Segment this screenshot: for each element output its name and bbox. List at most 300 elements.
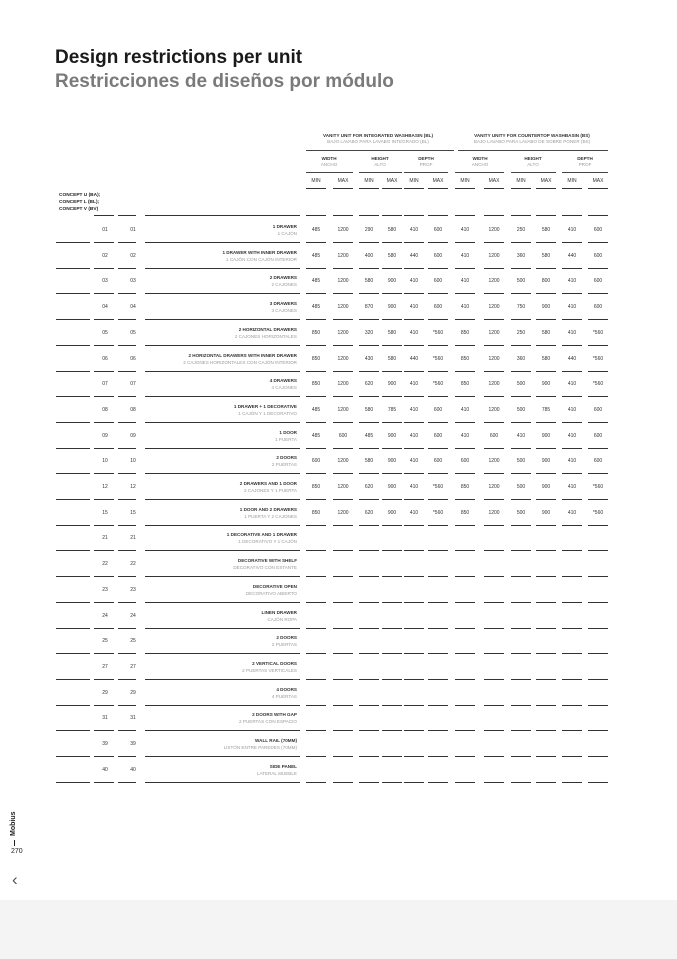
unit-name-en: 1 DOOR AND 2 DRAWERS (239, 507, 297, 512)
code-primary: 21 (102, 535, 108, 541)
code-secondary: 21 (130, 535, 136, 541)
row-rule (428, 653, 448, 654)
row-rule (56, 653, 90, 654)
row-rule (333, 653, 353, 654)
row-rule (562, 782, 582, 783)
row-rule (484, 396, 504, 397)
table-row (0, 681, 677, 707)
value-cell: 900 (387, 458, 397, 464)
dimension-rule (306, 172, 353, 173)
value-cell: 410 (460, 407, 470, 413)
row-rule (404, 242, 424, 243)
table-row (0, 295, 677, 321)
code-secondary: 07 (130, 381, 136, 387)
row-rule (145, 422, 300, 423)
value-cell: 600 (311, 458, 321, 464)
value-cell: 410 (567, 381, 577, 387)
value-cell: 410 (409, 458, 419, 464)
code-secondary: 05 (130, 330, 136, 336)
header-rule (562, 188, 582, 189)
row-rule (94, 473, 114, 474)
value-cell: 410 (409, 381, 419, 387)
row-rule (145, 242, 300, 243)
value-cell: 410 (409, 278, 419, 284)
row-rule (118, 293, 136, 294)
value-cell: 1200 (337, 304, 349, 310)
unit-name-es: 4 PUERTAS (271, 694, 297, 699)
unit-name-en: 1 DRAWER (272, 224, 297, 229)
row-rule (145, 576, 300, 577)
value-cell: 410 (460, 433, 470, 439)
row-rule (511, 602, 531, 603)
value-cell: 410 (567, 304, 577, 310)
minmax-header: MAX (337, 178, 349, 184)
row-rule (56, 396, 90, 397)
unit-name-en: 2 HORIZONTAL DRAWERS (238, 327, 297, 332)
code-primary: 12 (102, 484, 108, 490)
value-cell: 850 (311, 330, 321, 336)
page-number: 270 (11, 848, 23, 855)
row-rule (94, 396, 114, 397)
value-cell: 900 (387, 278, 397, 284)
value-cell: 410 (460, 304, 470, 310)
group-header (457, 133, 607, 145)
unit-name-en: 3 DRAWERS (269, 301, 297, 306)
value-header-rule (511, 215, 531, 216)
row-rule (428, 319, 448, 320)
row-rule (511, 550, 531, 551)
value-header-rule (404, 215, 424, 216)
value-cell: 800 (541, 278, 551, 284)
row-rule (562, 473, 582, 474)
table-row (0, 732, 677, 758)
divider (14, 840, 15, 846)
value-cell: 850 (311, 356, 321, 362)
row-rule (404, 653, 424, 654)
row-rule (455, 679, 475, 680)
row-rule (455, 473, 475, 474)
value-cell: 850 (460, 510, 470, 516)
value-cell: 580 (364, 407, 374, 413)
row-rule (333, 319, 353, 320)
value-cell: 600 (593, 227, 603, 233)
dimension-header (565, 156, 605, 168)
value-cell: 440 (409, 253, 419, 259)
row-rule (56, 319, 90, 320)
code-primary: 03 (102, 278, 108, 284)
value-cell: 580 (541, 227, 551, 233)
code-primary: 01 (102, 227, 108, 233)
row-rule (404, 602, 424, 603)
value-cell: 1200 (488, 278, 500, 284)
value-cell: 1200 (337, 330, 349, 336)
row-rule (382, 473, 402, 474)
row-rule (382, 293, 402, 294)
dimension-header (360, 156, 400, 168)
row-rule (306, 679, 326, 680)
row-rule (359, 293, 379, 294)
value-cell: 850 (460, 356, 470, 362)
value-cell: *560 (592, 330, 604, 336)
row-rule (536, 422, 556, 423)
header-rule (428, 188, 448, 189)
row-rule (536, 319, 556, 320)
row-rule (511, 576, 531, 577)
row-rule (382, 653, 402, 654)
row-rule (484, 319, 504, 320)
row-rule (428, 782, 448, 783)
table-row (0, 449, 677, 475)
minmax-header: MIN (311, 178, 321, 184)
row-rule (511, 653, 531, 654)
value-cell: 785 (541, 407, 551, 413)
unit-name-es: 2 PUERTAS CON ESPACIO (239, 719, 297, 724)
row-rule (145, 319, 300, 320)
row-rule (306, 293, 326, 294)
row-rule (588, 396, 608, 397)
row-rule (382, 422, 402, 423)
code-primary: 25 (102, 638, 108, 644)
value-header-rule (306, 215, 326, 216)
row-rule (511, 730, 531, 731)
table-row (0, 526, 677, 552)
row-rule (404, 473, 424, 474)
row-rule (455, 782, 475, 783)
code-primary: 31 (102, 715, 108, 721)
value-cell: 600 (460, 458, 470, 464)
desc-header-rule (145, 215, 300, 216)
group-header (303, 133, 453, 145)
unit-description (227, 531, 297, 545)
group-rule (458, 150, 608, 151)
value-cell: 485 (311, 227, 321, 233)
row-rule (306, 422, 326, 423)
row-rule (94, 422, 114, 423)
unit-name-en: 2 HORIZONTAL DRAWERS WITH INNER DRAWER (188, 353, 297, 358)
value-cell: 410 (409, 304, 419, 310)
row-rule (359, 576, 379, 577)
row-rule (333, 499, 353, 500)
value-cell: 410 (567, 458, 577, 464)
unit-name-es: 2 CAJONES HORIZONTALES (234, 334, 297, 339)
unit-name-es: 2 PUERTAS (271, 642, 297, 647)
row-rule (94, 242, 114, 243)
row-rule (404, 319, 424, 320)
table-row (0, 758, 677, 784)
header-rule (588, 188, 608, 189)
row-rule (511, 345, 531, 346)
row-rule (145, 602, 300, 603)
unit-name-en: 2 DOORS (276, 635, 297, 640)
unit-name-es: 1 CAJÓN Y 1 DECORATIVO (238, 411, 297, 416)
table-row (0, 347, 677, 373)
value-cell: 900 (541, 381, 551, 387)
value-cell: 500 (516, 407, 526, 413)
code-primary: 40 (102, 767, 108, 773)
row-rule (428, 730, 448, 731)
row-rule (118, 242, 136, 243)
row-rule (145, 499, 300, 500)
value-cell: 580 (541, 356, 551, 362)
row-rule (428, 422, 448, 423)
value-header-rule (562, 215, 582, 216)
row-rule (333, 550, 353, 551)
dimension-header-en: HEIGHT (524, 156, 542, 161)
unit-name-es: 1 PUERTA Y 2 CAJONES (244, 514, 297, 519)
row-rule (145, 756, 300, 757)
row-rule (359, 550, 379, 551)
unit-name-en: LINEN DRAWER (261, 610, 297, 615)
value-cell: 580 (541, 253, 551, 259)
value-cell: *560 (592, 356, 604, 362)
row-rule (484, 345, 504, 346)
row-rule (562, 653, 582, 654)
row-rule (511, 473, 531, 474)
row-rule (306, 730, 326, 731)
header-rule (536, 188, 556, 189)
value-cell: 1200 (488, 253, 500, 259)
row-rule (588, 319, 608, 320)
row-rule (56, 242, 90, 243)
concept-label (59, 192, 100, 213)
row-rule (56, 550, 90, 551)
value-cell: 410 (409, 227, 419, 233)
value-cell: *560 (432, 484, 444, 490)
row-rule (359, 242, 379, 243)
row-rule (536, 473, 556, 474)
unit-name-es: 2 CAJONES (271, 282, 297, 287)
row-rule (333, 730, 353, 731)
value-cell: 440 (567, 356, 577, 362)
minmax-header: MAX (432, 178, 444, 184)
dimension-rule (511, 172, 556, 173)
code-secondary: 09 (130, 433, 136, 439)
row-rule (511, 422, 531, 423)
row-rule (428, 293, 448, 294)
row-rule (562, 550, 582, 551)
row-rule (359, 499, 379, 500)
value-cell: 410 (516, 433, 526, 439)
value-cell: 600 (593, 407, 603, 413)
row-rule (118, 730, 136, 731)
unit-name-en: 2 DOORS WITH GAP (252, 712, 297, 717)
value-cell: *560 (592, 484, 604, 490)
row-rule (562, 756, 582, 757)
row-rule (145, 473, 300, 474)
unit-name-en: 4 DOORS (276, 687, 297, 692)
row-rule (455, 319, 475, 320)
code-primary: 08 (102, 407, 108, 413)
value-cell: 600 (433, 407, 443, 413)
row-rule (404, 679, 424, 680)
row-rule (306, 602, 326, 603)
value-cell: 600 (338, 433, 348, 439)
row-rule (145, 396, 300, 397)
value-cell: 320 (364, 330, 374, 336)
row-rule (428, 473, 448, 474)
row-rule (56, 499, 90, 500)
row-rule (118, 782, 136, 783)
minmax-header: MAX (592, 178, 604, 184)
value-cell: 620 (364, 484, 374, 490)
unit-name-en: 1 DOOR (279, 430, 297, 435)
row-rule (118, 473, 136, 474)
row-rule (118, 422, 136, 423)
value-header-rule (333, 215, 353, 216)
row-rule (484, 576, 504, 577)
code-secondary: 24 (130, 613, 136, 619)
row-rule (428, 345, 448, 346)
value-cell: 485 (364, 433, 374, 439)
row-rule (382, 396, 402, 397)
row-rule (428, 576, 448, 577)
chevron-left-icon[interactable]: ‹ (12, 870, 18, 889)
row-rule (404, 550, 424, 551)
value-cell: 600 (433, 278, 443, 284)
row-rule (382, 550, 402, 551)
row-rule (306, 653, 326, 654)
row-rule (562, 730, 582, 731)
row-rule (306, 550, 326, 551)
unit-name-es: 2 PUERTAS VERTICALES (242, 668, 297, 673)
unit-description (242, 660, 297, 674)
row-rule (588, 576, 608, 577)
unit-name-en: 1 DRAWER WITH INNER DRAWER (222, 250, 297, 255)
unit-name-es: LATERAL MUEBLE (256, 771, 297, 776)
table-row (0, 475, 677, 501)
unit-name-en: 2 DRAWERS (269, 275, 297, 280)
row-rule (588, 602, 608, 603)
row-rule (404, 396, 424, 397)
row-rule (455, 345, 475, 346)
row-rule (333, 473, 353, 474)
row-rule (455, 499, 475, 500)
code-primary: 02 (102, 253, 108, 259)
row-rule (94, 653, 114, 654)
row-rule (562, 293, 582, 294)
dimension-header-en: HEIGHT (371, 156, 389, 161)
header-rule (333, 188, 353, 189)
value-cell: 600 (593, 278, 603, 284)
dimension-header-en: DEPTH (418, 156, 434, 161)
row-rule (56, 473, 90, 474)
row-rule (94, 293, 114, 294)
row-rule (56, 602, 90, 603)
row-rule (56, 345, 90, 346)
value-cell: 1200 (337, 484, 349, 490)
value-cell: 600 (593, 458, 603, 464)
row-rule (455, 293, 475, 294)
row-rule (94, 756, 114, 757)
row-rule (455, 242, 475, 243)
row-rule (382, 679, 402, 680)
dimension-header-en: DEPTH (577, 156, 593, 161)
value-cell: 900 (387, 433, 397, 439)
row-rule (333, 756, 353, 757)
code-secondary: 03 (130, 278, 136, 284)
value-cell: 1200 (337, 510, 349, 516)
group-header-en: VANITY UNITY FOR COUNTERTOP WASHBASIN (BS) (474, 133, 590, 138)
value-cell: 410 (567, 484, 577, 490)
value-cell: 870 (364, 304, 374, 310)
unit-description (273, 223, 297, 237)
row-rule (94, 730, 114, 731)
row-rule (382, 576, 402, 577)
minmax-header: MIN (516, 178, 526, 184)
row-rule (536, 242, 556, 243)
dimension-header (513, 156, 553, 168)
table-row (0, 604, 677, 630)
value-cell: 580 (387, 227, 397, 233)
unit-name-es: 1 DECORATIVO Y 1 CAJÓN (238, 539, 297, 544)
value-cell: 410 (567, 330, 577, 336)
row-rule (56, 730, 90, 731)
dimension-header-es: ANCHO (471, 162, 489, 167)
value-cell: 600 (593, 304, 603, 310)
table-row (0, 424, 677, 450)
row-rule (511, 242, 531, 243)
value-cell: 1200 (337, 253, 349, 259)
row-rule (562, 679, 582, 680)
value-cell: 290 (364, 227, 374, 233)
unit-description (183, 352, 297, 366)
unit-name-es: 1 PUERTA (274, 437, 297, 442)
value-cell: 600 (433, 433, 443, 439)
row-rule (306, 396, 326, 397)
unit-name-es: 1 CAJÓN (277, 231, 297, 236)
value-cell: *560 (432, 330, 444, 336)
value-cell: 410 (567, 278, 577, 284)
unit-name-es: 2 CAJONES Y 1 PUERTA (243, 488, 297, 493)
row-rule (359, 319, 379, 320)
row-rule (359, 756, 379, 757)
row-rule (404, 782, 424, 783)
unit-description (262, 609, 297, 623)
value-cell: 1200 (337, 381, 349, 387)
unit-description (239, 711, 297, 725)
value-cell: 900 (387, 381, 397, 387)
value-header-rule (536, 215, 556, 216)
code-primary: 07 (102, 381, 108, 387)
row-rule (536, 782, 556, 783)
value-cell: 620 (364, 381, 374, 387)
unit-description (275, 429, 297, 443)
row-rule (333, 679, 353, 680)
row-rule (588, 499, 608, 500)
row-rule (562, 242, 582, 243)
value-cell: 400 (364, 253, 374, 259)
value-cell: 580 (364, 278, 374, 284)
row-rule (118, 396, 136, 397)
row-rule (588, 345, 608, 346)
code-primary: 10 (102, 458, 108, 464)
row-rule (511, 293, 531, 294)
value-cell: 1200 (488, 227, 500, 233)
concept-v: CONCEPT V (BV) (59, 207, 99, 212)
row-rule (536, 602, 556, 603)
unit-name-en: DECORATIVE OPEN (252, 584, 297, 589)
value-cell: 410 (409, 510, 419, 516)
header-rule (484, 188, 504, 189)
code-primary: 15 (102, 510, 108, 516)
code-primary: 27 (102, 664, 108, 670)
row-rule (536, 293, 556, 294)
row-rule (484, 293, 504, 294)
row-rule (511, 756, 531, 757)
row-rule (588, 550, 608, 551)
value-cell: 360 (516, 253, 526, 259)
row-rule (455, 422, 475, 423)
